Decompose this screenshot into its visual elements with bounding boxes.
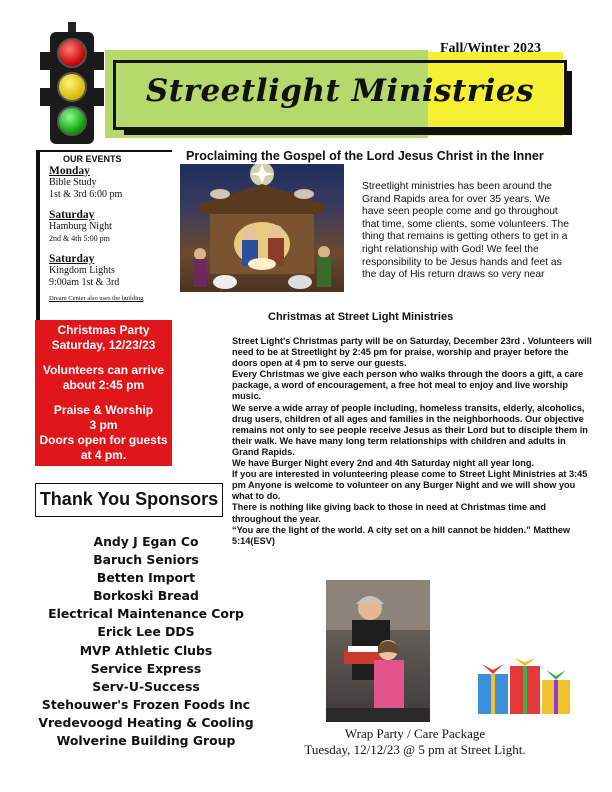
- volunteer-photo: [326, 580, 430, 722]
- events-box: [36, 150, 172, 320]
- red-light-icon: [57, 38, 87, 68]
- tagline: Proclaiming the Gospel of the Lord Jesus Christ in the Inner: [186, 149, 544, 163]
- event-line: 1st & 3rd 6:00 pm: [49, 189, 123, 200]
- event-line: Bible Study: [49, 177, 97, 188]
- sponsor-name: Borkoski Bread: [93, 588, 199, 604]
- event-line: 9:00am 1st & 3rd: [49, 277, 120, 288]
- event-day: Saturday: [49, 209, 95, 221]
- sponsor-name: Baruch Seniors: [93, 552, 199, 568]
- red-box-line: Saturday, 12/23/23: [51, 338, 156, 352]
- event-day: Saturday: [49, 253, 95, 265]
- sponsors-list: [30, 533, 262, 750]
- article-paragraph: “You are the light of the world. A city set on a hill cannot be hidden.” Matthew 5:14(ESV): [232, 524, 571, 546]
- article-heading: Christmas at Street Light Ministries: [268, 311, 454, 323]
- edition-label: Fall/Winter 2023: [440, 41, 541, 56]
- sponsor-name: Wolverine Building Group: [56, 733, 236, 749]
- red-box-line: Volunteers can arrive: [42, 363, 165, 377]
- christmas-party-box: [35, 320, 172, 466]
- event-line: 2nd & 4th 5:00 pm: [49, 234, 110, 243]
- photo-caption: [272, 726, 558, 758]
- sponsor-name: Erick Lee DDS: [97, 624, 195, 640]
- red-box-line: Christmas Party: [57, 323, 150, 337]
- article-paragraph: If you are interested in volunteering please come to Street Light Ministries at 3:45 pm Anyone is welcome to volunteer on any Burger Night and we will show you what to do.: [232, 469, 588, 502]
- events-note: Dream Center also uses the building: [49, 295, 144, 302]
- events-heading: OUR EVENTS: [63, 154, 122, 164]
- sponsor-name: Betten Import: [96, 570, 196, 586]
- title-box: [113, 60, 567, 130]
- red-box-line: Doors open for guests: [39, 433, 168, 447]
- sponsor-name: Vredevoogd Heating & Cooling: [38, 714, 254, 730]
- gift-boxes-icon: [474, 656, 572, 716]
- sponsors-heading: Thank You Sponsors: [35, 483, 223, 517]
- caption-line: Wrap Party / Care Package: [344, 726, 486, 741]
- article-paragraph: We serve a wide array of people including, homeless transits, elderly, alcoholics, drug users, children of all ages and families in the neighborhoods. Our objective remains not only to see people receive Jesus as their Lord but to disciple them in their walk. We have many long term relationships with children and adults in Grand Rapids.: [232, 402, 588, 457]
- red-box-line: about 2:45 pm: [62, 378, 145, 392]
- yellow-light-icon: [57, 72, 87, 102]
- sponsor-name: Serv-U-Success: [92, 678, 200, 694]
- article-paragraph: We have Burger Night every 2nd and 4th Saturday night all year long.: [232, 458, 535, 469]
- article-body: [232, 336, 592, 547]
- event-line: Kingdom Lights: [49, 265, 115, 276]
- nativity-image: [180, 164, 344, 292]
- red-box-line: 3 pm: [89, 418, 118, 432]
- article-paragraph: Street Light's Christmas party will be on Saturday, December 23rd . Volunteers will need to be at Streetlight by 2:45 pm for praise, worship and prayer before the doors open at 4 pm to serve our guests.: [232, 336, 592, 369]
- article-paragraph: Every Christmas we give each person who walks through the doors a gift, a care package, a word of encouragement, a free hot meal to enjoy and live worship music.: [232, 369, 584, 402]
- sponsor-name: Electrical Maintenance Corp: [48, 606, 244, 622]
- sponsor-name: Stehouwer's Frozen Foods Inc: [41, 696, 251, 712]
- article-paragraph: There is nothing like giving back to those in need at Christmas time and throughout the year.: [232, 502, 546, 524]
- event-day: Monday: [49, 165, 90, 177]
- green-light-icon: [57, 106, 87, 136]
- page-title: Streetlight Ministries: [145, 73, 535, 109]
- event-line: Hamburg Night: [49, 221, 112, 232]
- sponsor-name: Service Express: [90, 660, 202, 676]
- red-box-line: Praise & Worship: [53, 403, 154, 417]
- traffic-light-icon: [40, 22, 104, 146]
- intro-paragraph: Streetlight ministries has been around the Grand Rapids area for over 35 years. We have seen people come and go throughout that time, some clients, some volunteers. The thing that remains is getting others to get in a right relationship with God! We feel the responsibility to be Jesus hands and feet as the day of His return draws so very near: [362, 181, 569, 281]
- caption-line: Tuesday, 12/12/23 @ 5 pm at Street Light.: [304, 742, 526, 757]
- red-box-line: at 4 pm.: [80, 448, 127, 462]
- sponsor-name: MVP Athletic Clubs: [79, 642, 213, 658]
- sponsor-name: Andy J Egan Co: [93, 534, 199, 549]
